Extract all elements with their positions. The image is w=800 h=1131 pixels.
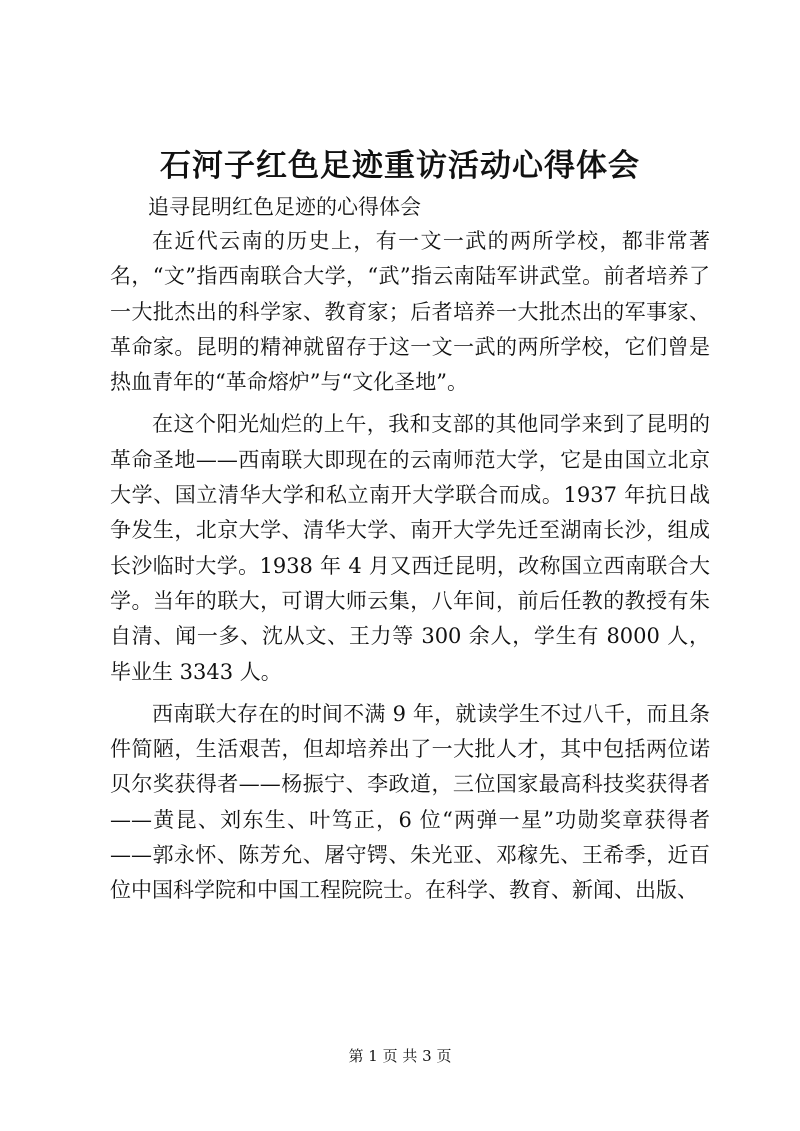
- paragraph-3: 西南联大存在的时间不满 9 年，就读学生不过八千，而且条件简陋，生活艰苦，但却培养出了一大批人才，其中包括两位诺贝尔奖获得者——杨振宁、李政道，三位国家最高科技奖获得者——黄昆、刘东生、叶笃正，6 位“两弹一星”功勋奖章获得者——郭永怀、陈芳允、屠守锷、朱光亚、邓稼先、王希季，近百位中国科学院和中国工程院院士。在科学、教育、新闻、出版、: [110, 701, 710, 903]
- page-footer: 第 1 页 共 3 页: [348, 1047, 452, 1065]
- paragraph-2: 在这个阳光灿烂的上午，我和支部的其他同学来到了昆明的革命圣地——西南联大即现在的云南师范大学，它是由国立北京大学、国立清华大学和私立南开大学联合而成。1937 年抗日战争发生，北京大学、清华大学、南开大学先迁至湖南长沙，组成长沙临时大学。1938 年 4 月又西迁昆明，改称国立西南联合大学。当年的联大，可谓大师云集，八年间，前后任教的教授有朱自清、闻一多、沈从文、王力等 300 余人，学生有 8000 人，毕业生 3343 人。: [110, 412, 710, 684]
- document-title: 石河子红色足迹重访活动心得体会: [160, 148, 640, 184]
- document-body: [110, 224, 710, 909]
- paragraph-1: 在近代云南的历史上，有一文一武的两所学校，都非常著名，“文”指西南联合大学，“武”指云南陆军讲武堂。前者培养了一大批杰出的科学家、教育家；后者培养一大批杰出的军事家、革命家。昆明的精神就留存于这一文一武的两所学校，它们曾是热血青年的“革命熔炉”与“文化圣地”。: [110, 229, 710, 395]
- document-subtitle: 追寻昆明红色足迹的心得体会: [148, 195, 421, 219]
